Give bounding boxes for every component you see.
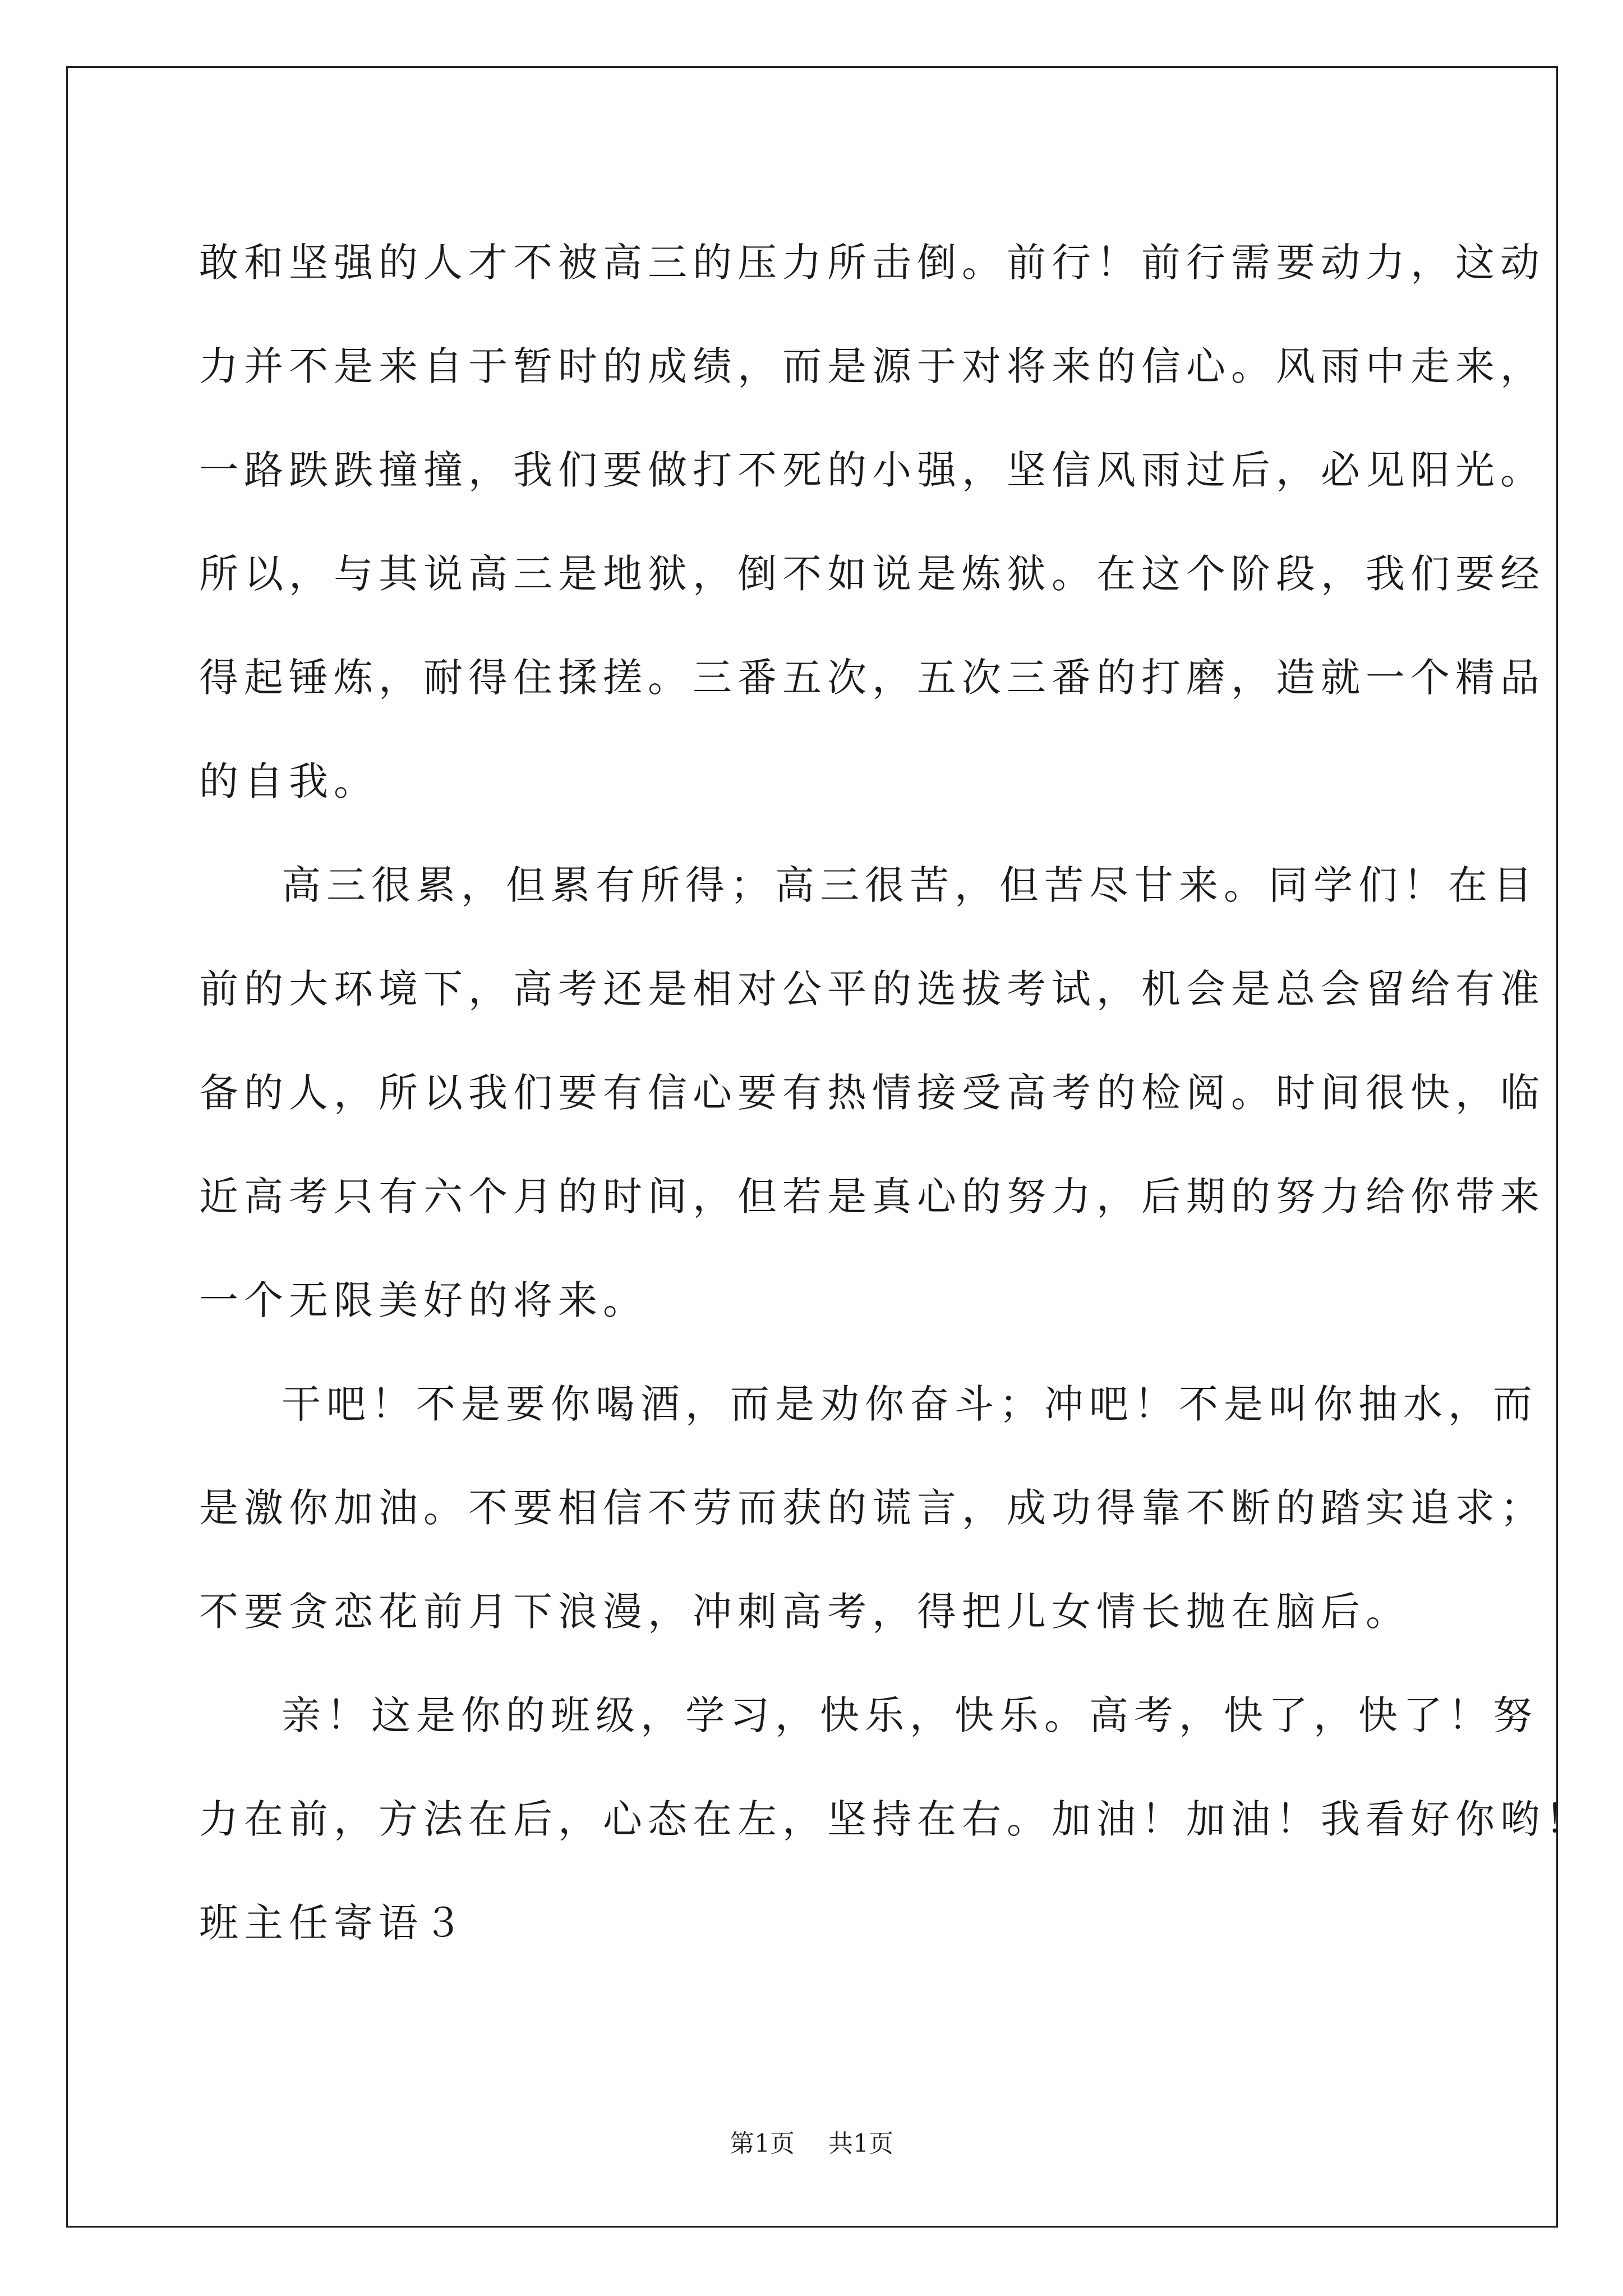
text-line: 所以，与其说高三是地狱，倒不如说是炼狱。在这个阶段，我们要经 (199, 551, 1545, 597)
text-line: 前的大环境下，高考还是相对公平的选拔考试，机会是总会留给有准 (199, 966, 1545, 1012)
text-line: 近高考只有六个月的时间，但若是真心的努力，后期的努力给你带来 (199, 1174, 1545, 1220)
text-line: 是激你加油。不要相信不劳而获的谎言，成功得靠不断的踏实追求； (199, 1485, 1545, 1531)
text-line: 敢和坚强的人才不被高三的压力所击倒。前行！前行需要动力，这动 (199, 240, 1545, 286)
text-line: 得起锤炼，耐得住揉搓。三番五次，五次三番的打磨，造就一个精品 (199, 655, 1545, 701)
page-total: 共1页 (828, 2129, 893, 2158)
paragraph-start-line: 干吧！不是要你喝酒，而是劝你奋斗；冲吧！不是叫你抽水，而 (282, 1381, 1538, 1427)
section-heading: 班主任寄语３ (199, 1900, 468, 1946)
document-body (199, 211, 1590, 1975)
paragraph-start-line: 亲！这是你的班级，学习，快乐，快乐。高考，快了，快了！努 (282, 1692, 1538, 1738)
text-line: 力并不是来自于暂时的成绩，而是源于对将来的信心。风雨中走来， (199, 343, 1545, 389)
text-line: 力在前，方法在后，心态在左，坚持在右。加油！加油！我看好你哟！ (199, 1796, 1590, 1842)
page-number: 第1页 (730, 2129, 795, 2158)
text-line: 的自我。 (199, 758, 379, 804)
text-line: 一路跌跌撞撞，我们要做打不死的小强，坚信风雨过后，必见阳光。 (199, 447, 1545, 493)
paragraph-start-line: 高三很累，但累有所得；高三很苦，但苦尽甘来。同学们！在目 (282, 862, 1538, 908)
text-line: 备的人，所以我们要有信心要有热情接受高考的检阅。时间很快，临 (199, 1070, 1545, 1116)
text-line: 一个无限美好的将来。 (199, 1277, 648, 1323)
page-footer (0, 2127, 1623, 2161)
text-line: 不要贪恋花前月下浪漫，冲刺高考，得把儿女情长抛在脑后。 (199, 1589, 1410, 1635)
